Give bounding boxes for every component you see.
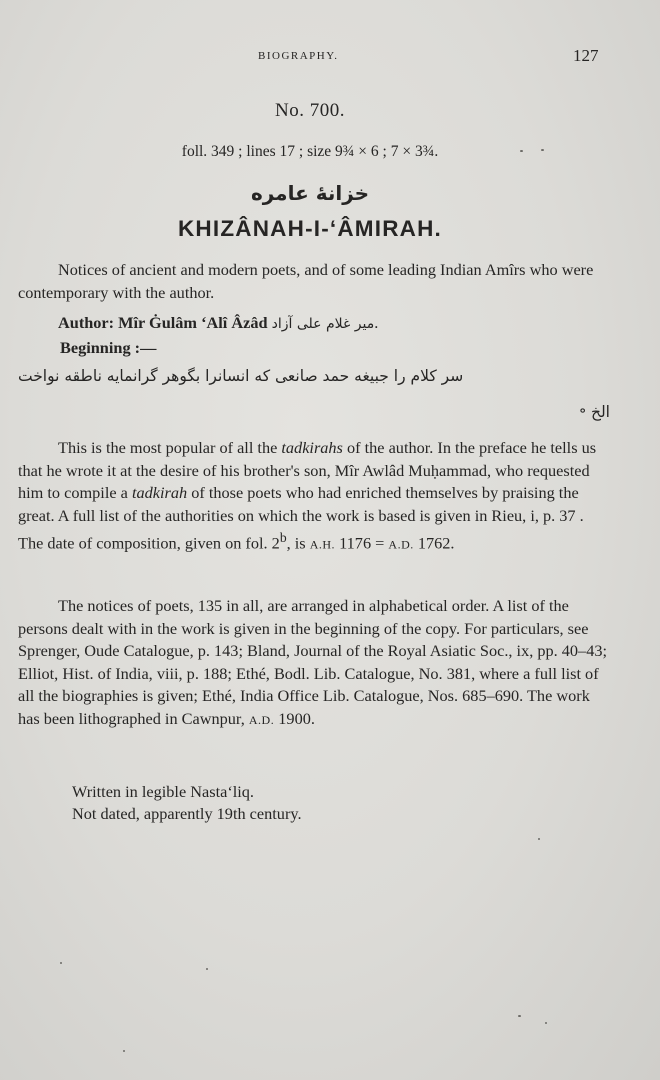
author-name-persian: میر غلام علی آزاد [271, 316, 375, 332]
description-part-1: This is the most popular of all the [58, 438, 278, 457]
author-line: Author: Mîr Ġulâm ‘Alî Âzâd میر غلام علی آزاد. [58, 313, 379, 332]
description-part-6: 1762. [417, 533, 455, 553]
summary-line-2: Amîrs who were contemporary with the author. [18, 260, 594, 302]
description-part-5: 1176 = [339, 533, 385, 553]
scan-speck [123, 1050, 125, 1052]
notices-paragraph [18, 595, 610, 732]
incipit-line: سر کلام را جبیغه حمد صانعی که انسانرا بگوهر گرانمایه ناطقه نواخت [18, 367, 464, 385]
incipit-end: الخ ॰ [579, 403, 610, 421]
scan-speck [518, 1015, 521, 1017]
beginning-label: Beginning :— [60, 338, 157, 357]
title-persian: خزانهٔ عامره [250, 181, 370, 205]
scan-speck [538, 838, 540, 840]
summary-line-1: Notices of ancient and modern poets, and of some leading Indian [58, 260, 482, 279]
term-tadkirahs: tadkirahs [281, 438, 343, 457]
term-tadkirah: tadkirah [131, 483, 188, 503]
notices-text [18, 595, 610, 732]
description-part-2: of the author. In the preface he tells us that he wrote it at the desire of his brother's son, Mîr Awlâd Muḥammad, who requested him to compile a [18, 438, 597, 503]
scan-speck [60, 962, 62, 964]
scan-speck [206, 968, 208, 970]
script-note: Written in legible Nasta‘liq. [72, 782, 255, 801]
description-text [18, 437, 610, 556]
scan-speck [541, 149, 544, 151]
date-note: Not dated, apparently 19th century. [72, 804, 302, 823]
collation-line: foll. 349 ; lines 17 ; size 9¾ × 6 ; 7 × 3¾. [181, 143, 439, 160]
era-ah: A.H. [309, 537, 336, 552]
author-name: Mîr Ġulâm ‘Alî Âzâd [118, 313, 268, 332]
title-latin: KHIZÂNAH-I-‘ÂMIRAH. [177, 216, 443, 241]
description-paragraph [18, 437, 610, 556]
scan-speck [520, 150, 523, 152]
summary-paragraph [18, 259, 610, 304]
running-title: BIOGRAPHY. [258, 50, 339, 62]
era-ad: A.D. [388, 537, 414, 552]
era-ad-2: A.D. [248, 712, 275, 727]
notices-part-2: 1900. [278, 708, 315, 728]
author-label: Author: [58, 313, 115, 332]
running-head [0, 48, 660, 68]
page-number: 127 [573, 46, 599, 65]
entry-number: No. 700. [275, 100, 345, 121]
description-part-4: , is [286, 533, 306, 553]
scan-speck [545, 1022, 547, 1024]
summary-text [18, 259, 610, 304]
notices-part-1: The notices of poets, 135 in all, are arranged in alphabetical order. A list of the persons dealt with in the work is given in the beginning of the copy. For particulars, see Sprenger, Oude Catalogue, p. 143; Bland, Journal of the Royal Asiatic Soc., ix, pp. 40–43; Elliot, Hist. of India, viii, p. 188; Ethé, Bodl. Lib. Catalogue, No. 381, where a full list of all the biographies is given; Ethé, India Office Lib. Catalogue, Nos. 685–690. The work has been lithographed in Cawnpur, [18, 596, 608, 728]
description-part-3: of those poets who had enriched themselves by praising the great. A full list of the authorities on which the work is based is given in Rieu, i, p. 37 . The date of composition, given on fol. 2 [18, 483, 584, 553]
folio-superscript: b [279, 530, 287, 546]
